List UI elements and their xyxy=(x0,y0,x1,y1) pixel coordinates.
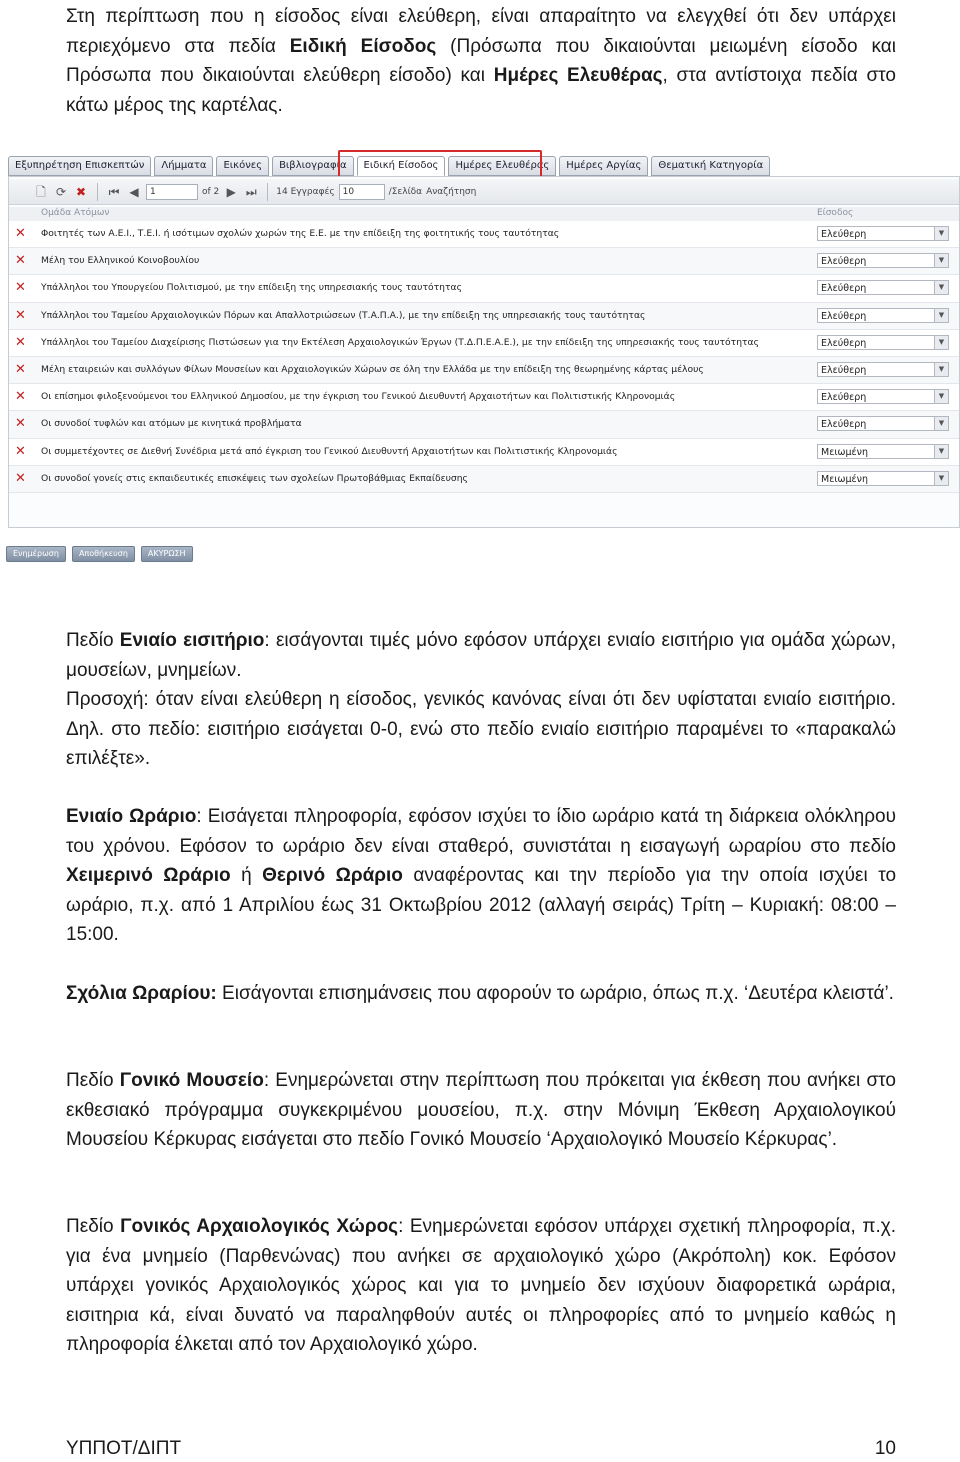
p3-text-2: ή xyxy=(230,865,263,886)
row-group-name: Μέλη του Ελληνικού Κοινοβουλίου xyxy=(41,255,200,267)
row-group-name: Φοιτητές των Α.Ε.Ι., Τ.Ε.Ι. ή ισότιμων σχολών χωρών της Ε.Ε. με την επίδειξη της φοιτητικής τους ταυτότητας xyxy=(41,228,560,239)
first-page-icon[interactable]: ⏮ xyxy=(108,184,120,199)
cancel-button[interactable]: ΑΚΥΡΩΣΗ xyxy=(141,546,193,562)
row-group-name: Οι συνοδοί τυφλών και ατόμων με κινητικά προβλήματα xyxy=(41,418,302,430)
row-entry-value: Μειωμένη xyxy=(821,473,869,485)
entry-grid xyxy=(8,176,960,528)
tab-bibliography[interactable]: Βιβλιογραφία xyxy=(272,156,353,176)
p3-bold-1: Ενιαίο Ωράριο xyxy=(66,806,197,827)
row-entry-select[interactable] xyxy=(817,444,949,459)
row-entry-value: Μειωμένη xyxy=(821,446,869,458)
row-entry-select[interactable] xyxy=(817,280,949,295)
table-row xyxy=(9,384,959,411)
row-entry-value: Ελεύθερη xyxy=(821,256,867,268)
delete-row-icon[interactable]: ✕ xyxy=(15,443,26,459)
p4-bold: Σχόλια Ωραρίου: xyxy=(66,983,217,1004)
intro-paragraph xyxy=(66,2,896,120)
table-row xyxy=(9,248,959,275)
row-group-name: Μέλη εταιρειών και συλλόγων Φίλων Μουσείων και Αρχαιολογικών Χώρων σε όλη την Ελλάδα με την επίδειξη της θεωρημένης κάρτας μέλους xyxy=(41,363,704,375)
row-entry-value: Ελεύθερη xyxy=(821,392,867,404)
chevron-down-icon[interactable]: ▼ xyxy=(934,417,948,430)
table-row xyxy=(9,411,959,438)
tab-images[interactable]: Εικόνες xyxy=(216,156,269,176)
next-page-icon[interactable]: ▶ xyxy=(226,184,236,199)
row-entry-select[interactable] xyxy=(817,253,949,268)
row-entry-value: Ελεύθερη xyxy=(821,310,867,322)
last-page-icon[interactable]: ⏭ xyxy=(245,184,257,199)
delete-row-icon[interactable]: ✕ xyxy=(15,280,26,296)
chevron-down-icon[interactable]: ▼ xyxy=(934,309,948,322)
delete-row-icon[interactable]: ✕ xyxy=(15,307,26,323)
p5-text-a: Πεδίο xyxy=(66,1070,120,1091)
chevron-down-icon[interactable]: ▼ xyxy=(934,363,948,376)
toolbar-separator xyxy=(267,183,268,201)
p3-bold-3: Θερινό Ωράριο xyxy=(262,865,403,886)
table-row xyxy=(9,275,959,302)
p1-bold: Ενιαίο εισιτήριο xyxy=(119,630,265,651)
row-entry-select[interactable] xyxy=(817,226,949,241)
row-entry-value: Ελεύθερη xyxy=(821,419,867,431)
paragraph-hours-comments xyxy=(66,979,896,1009)
chevron-down-icon[interactable]: ▼ xyxy=(934,227,948,240)
row-entry-value: Ελεύθερη xyxy=(821,364,867,376)
chevron-down-icon[interactable]: ▼ xyxy=(934,336,948,349)
p6-text-a: Πεδίο xyxy=(66,1216,121,1237)
delete-row-icon[interactable]: ✕ xyxy=(15,361,26,377)
row-entry-select[interactable] xyxy=(817,362,949,377)
page-number-input[interactable]: 1 xyxy=(146,184,198,200)
table-row xyxy=(9,221,959,248)
p5-text-c: : Ενημερώνεται στην περίπτωση που πρόκειται για έκθεση που ανήκει στο εκθεσιακό πρόγραμμα συγκεκριμένου μουσείου, π.χ. στην Μόνιμη Έκθεση Αρχαιολογικού Μουσείου Κέρκυρας εισάγεται στο πεδίο Γονικό Μουσείο ‘Αρχαιολογικό Μουσείο Κέρκυρας’. xyxy=(66,1070,896,1150)
intro-text-1: Στη περίπτωση που η είσοδος είναι ελεύθερη, είναι απαραίτητο να ελεγχθεί ότι δεν υπάρχει περιεχόμενο στα πεδία xyxy=(66,6,896,57)
per-page-label: /Σελίδα xyxy=(388,186,423,197)
column-header-row xyxy=(9,207,959,222)
search-link[interactable]: Αναζήτηση xyxy=(426,186,477,197)
p2-abbrev: Δηλ. xyxy=(66,718,105,740)
row-group-name: Υπάλληλοι του Ταμείου Αρχαιολογικών Πόρων και Απαλλοτριώσεων (Τ.Α.Π.Α.), με την επίδειξη της υπηρεσιακής τους ταυτότητας xyxy=(41,309,646,321)
action-buttons xyxy=(6,546,193,562)
chevron-down-icon[interactable]: ▼ xyxy=(934,254,948,267)
row-group-name: Υπάλληλοι του Υπουργείου Πολιτισμού, με την επίδειξη της υπηρεσιακής τους ταυτότητας xyxy=(41,282,462,294)
table-row xyxy=(9,466,959,493)
refresh-icon[interactable]: ⟳ xyxy=(55,184,67,199)
column-header-group[interactable]: Ομάδα Ατόμων xyxy=(41,208,110,218)
tab-lemmas[interactable]: Λήμματα xyxy=(154,156,213,176)
table-row xyxy=(9,330,959,357)
p2-text-c: στο πεδίο: εισιτήριο εισάγεται 0-0, ενώ στο πεδίο ενιαίο εισιτήριο παραμένει το «παρακαλώ επιλέξτε». xyxy=(66,718,896,769)
tab-free-days[interactable]: Ημέρες Ελευθέρας xyxy=(448,156,556,176)
paragraph-single-ticket xyxy=(66,626,896,685)
embedded-screenshot xyxy=(6,150,960,570)
new-record-icon[interactable]: 🗋 xyxy=(36,184,46,199)
table-row xyxy=(9,439,959,466)
row-entry-select[interactable] xyxy=(817,471,949,486)
tab-thematic-category[interactable]: Θεματική Κατηγορία xyxy=(651,156,770,176)
page-number: 10 xyxy=(874,1438,896,1459)
p2-text-a: Προσοχή: όταν είναι ελεύθερη η είσοδος, γενικός κανόνας είναι ότι δεν υφίσταται ενιαίο εισιτήριο. xyxy=(66,689,896,710)
previous-page-icon[interactable]: ◀ xyxy=(129,184,139,199)
paragraph-attention xyxy=(66,685,896,774)
save-button[interactable]: Αποθήκευση xyxy=(72,546,135,562)
intro-text-2: (Πρόσωπα που δικαιούνται μειωμένη είσοδο και Πρόσωπα που δικαιούνται ελεύθερη είσοδο) και xyxy=(66,35,896,86)
intro-bold-special-entry: Ειδική Είσοδος xyxy=(289,35,437,57)
row-entry-select[interactable] xyxy=(817,335,949,350)
delete-icon[interactable]: ✖ xyxy=(75,184,87,199)
p5-bold: Γονικό Μουσείο xyxy=(119,1070,264,1091)
row-entry-select[interactable] xyxy=(817,416,949,431)
delete-row-icon[interactable]: ✕ xyxy=(15,416,26,432)
toolbar-separator xyxy=(97,183,98,201)
row-entry-value: Ελεύθερη xyxy=(821,283,867,295)
grid-rows xyxy=(9,221,959,493)
delete-row-icon[interactable]: ✕ xyxy=(15,226,26,241)
paragraph-parent-site xyxy=(66,1212,896,1360)
p3-bold-2: Χειμερινό Ωράριο xyxy=(66,865,231,886)
p6-bold: Γονικός Αρχαιολογικός Χώρος xyxy=(120,1216,399,1237)
row-group-name: Οι συμμετέχοντες σε Διεθνή Συνέδρια μετά από έγκριση του Γενικού Διευθυντή Αρχαιοτήτων και Πολιτιστικής Κληρονομιάς xyxy=(41,445,618,457)
delete-row-icon[interactable]: ✕ xyxy=(15,253,26,269)
row-group-name: Οι επίσημοι φιλοξενούμενοι του Ελληνικού Δημοσίου, με την έγκριση του Γενικού Διευθυντή Αρχαιοτήτων και Πολιτιστικής Κληρονομιάς xyxy=(41,391,676,403)
tab-special-entry[interactable]: Ειδική Είσοδος xyxy=(357,156,446,176)
row-group-name: Υπάλληλοι του Ταμείου Διαχείρισης Πιστώσεων για την Εκτέλεση Αρχαιολογικών Έργων (Τ.Δ.Π.Ε.Α.Ε.), με την επίδειξη της υπηρεσιακής τους ταυτότητας xyxy=(41,336,759,348)
delete-row-icon[interactable]: ✕ xyxy=(15,470,26,486)
table-row xyxy=(9,357,959,384)
chevron-down-icon[interactable]: ▼ xyxy=(934,472,948,485)
tab-holidays[interactable]: Ημέρες Αργίας xyxy=(559,156,648,176)
row-entry-select[interactable] xyxy=(817,308,949,323)
p4-text: Εισάγονται επισημάνσεις που αφορούν το ωράριο, όπως π.χ. ‘Δευτέρα κλειστά’. xyxy=(216,983,894,1004)
delete-row-icon[interactable]: ✕ xyxy=(15,389,26,405)
intro-bold-free-days: Ημέρες Ελευθέρας xyxy=(493,65,663,86)
p6-text-c: : Ενημερώνεται εφόσον υπάρχει σχετική πληροφορία, π.χ. για ένα μνημείο (Παρθενώνας) που ανήκει σε αρχαιολογικό χώρο (Ακρόπολη) κοκ. Εφόσον υπάρχει γονικός Αρχαιολογικός χώρος και για το μνημείο δεν ισχύουν διαφορετικά ωράρια, εισιτηρια κά, είναι δυνατό να παραληφθούν αυτές οι πληροφορίες από το μνημείο καθώς η πληροφορία έλκεται από τον Αρχαιολογικό χώρο. xyxy=(66,1216,896,1355)
chevron-down-icon[interactable]: ▼ xyxy=(934,445,948,458)
grid-toolbar xyxy=(9,179,959,205)
intro-text-3: , στα αντίστοιχα πεδία στο κάτω μέρος της καρτέλας. xyxy=(66,65,896,116)
paragraph-parent-museum xyxy=(66,1066,896,1155)
chevron-down-icon[interactable]: ▼ xyxy=(934,390,948,403)
row-group-name: Οι συνοδοί γονείς στις εκπαιδευτικές επισκέψεις των σχολείων Πρωτοβάθμιας Εκπαίδευσης xyxy=(41,472,468,484)
records-count-label: 14 Εγγραφές xyxy=(276,186,335,197)
p3-text-1: : Εισάγεται πληροφορία, εφόσον ισχύει το ίδιο ωράριο κατά τη διάρκεια ολόκληρου του χρόνου. Εφόσον το ωράριο δεν είναι σταθερό, συνιστάται η εισαγωγή ωραρίου στο πεδίο xyxy=(66,806,896,857)
row-entry-value: Ελεύθερη xyxy=(821,337,867,349)
paragraph-single-hours xyxy=(66,802,896,950)
per-page-input[interactable]: 10 xyxy=(339,184,385,200)
footer-label: ΥΠΠΟΤ/ΔΙΠΤ xyxy=(66,1438,182,1459)
p1-text-c: : εισάγονται τιμές μόνο εφόσον υπάρχει ενιαίο εισιτήριο για ομάδα χώρων, μουσείων, μνημείων. xyxy=(66,630,896,681)
p1-text-a: Πεδίο xyxy=(66,630,120,651)
table-row xyxy=(9,303,959,330)
update-button[interactable]: Ενημέρωση xyxy=(6,546,66,562)
page-of-label: of 2 xyxy=(202,186,220,197)
row-entry-select[interactable] xyxy=(817,389,949,404)
delete-row-icon[interactable]: ✕ xyxy=(15,334,26,350)
tab-visitor-services[interactable]: Εξυπηρέτηση Επισκεπτών xyxy=(8,156,151,176)
p3-text-3: αναφέροντας και την περίοδο για την οποία ισχύει το ωράριο, π.χ. από 1 Απριλίου έως 31 Οκτωβρίου 2012 (αλλαγή σειράς) Τρίτη – Κυριακή: 08:00 – 15:00. xyxy=(66,865,897,945)
chevron-down-icon[interactable]: ▼ xyxy=(934,281,948,294)
column-header-entry[interactable]: Είσοδος xyxy=(817,208,854,218)
row-entry-value: Ελεύθερη xyxy=(821,229,867,240)
